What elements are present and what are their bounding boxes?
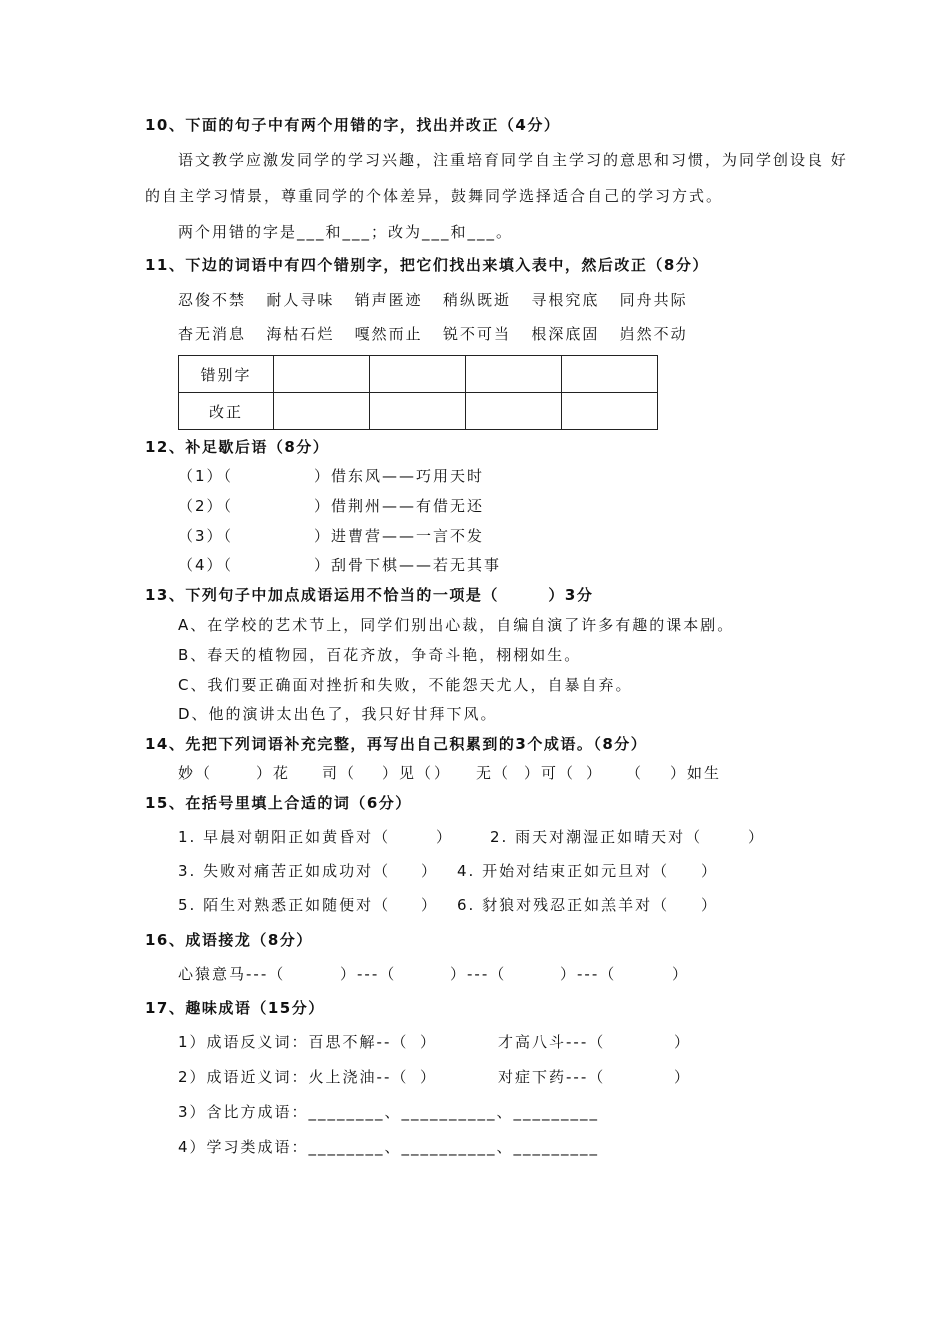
word: 耐人寻味 (266, 291, 335, 309)
answer-cell[interactable] (466, 393, 562, 430)
word: 岿然不动 (619, 325, 688, 343)
q13-option-a: A、在学校的艺术节上，同学们别出心裁，自编自演了许多有趣的课本剧。 (178, 616, 735, 634)
q16-chain-line: 心猿意马---（ ）---（ ）---（ ）---（ ） (178, 965, 690, 983)
table-row (179, 356, 658, 393)
q12-item: （1）（ ）借东风——巧用天时 (178, 467, 485, 485)
word: 杳无消息 (178, 325, 247, 343)
answer-cell[interactable] (370, 356, 466, 393)
q17-metaphor-line: 3）含比方成语：________、__________、_________ (178, 1103, 600, 1121)
word: 寻根究底 (531, 291, 600, 309)
q13-title: 13、下列句子中加点成语运用不恰当的一项是（ ）3分 (145, 586, 594, 604)
answer-cell[interactable] (370, 393, 466, 430)
answer-cell[interactable] (562, 393, 658, 430)
table-label-correct: 改正 (179, 393, 274, 430)
q17-antonym-line: 1）成语反义词：百思不解--（ ） 才高八斗---（ ） (178, 1033, 692, 1051)
q12-title: 12、补足歇后语（8分） (145, 438, 330, 456)
word: 海枯石烂 (266, 325, 335, 343)
word: 根深底固 (531, 325, 600, 343)
q11-word-row1 (178, 290, 688, 310)
q10-text-line2: 的自主学习情景，尊重同学的个体差异，鼓舞同学选择适合自己的学习方式。 (145, 187, 724, 205)
q13-option-d: D、他的演讲太出色了，我只好甘拜下风。 (178, 705, 498, 723)
q13-option-c: C、我们要正确面对挫折和失败，不能怨天尤人，自暴自弃。 (178, 676, 633, 694)
word: 锐不可当 (442, 325, 511, 343)
q11-title: 11、下边的词语中有四个错别字，把它们找出来填入表中，然后改正（8分） (145, 256, 709, 274)
table-row (179, 393, 658, 430)
q14-title: 14、先把下列词语补充完整，再写出自己积累到的3个成语。（8分） (145, 735, 648, 753)
q16-title: 16、成语接龙（8分） (145, 931, 313, 949)
table-label-wrong: 错别字 (179, 356, 274, 393)
q11-answer-table (178, 355, 658, 430)
word: 嘎然而止 (354, 325, 423, 343)
q10-answer-line: 两个用错的字是___和___；改为___和___。 (178, 223, 514, 241)
answer-cell[interactable] (274, 356, 370, 393)
q12-item: （4）（ ）刮骨下棋——若无其事 (178, 556, 502, 574)
q15-pair-row: 1. 早晨对朝阳正如黄昏对（ ） 2. 雨天对潮湿正如晴天对（ ） (178, 828, 766, 846)
q17-title: 17、趣味成语（15分） (145, 999, 325, 1017)
q10-text-line1: 语文教学应激发同学的学习兴趣，注重培育同学自主学习的意思和习惯，为同学创设良 好 (178, 151, 848, 169)
word: 同舟共际 (619, 291, 688, 309)
q17-synonym-line: 2）成语近义词：火上浇油--（ ） 对症下药---（ ） (178, 1068, 692, 1086)
word: 稍纵既逝 (442, 291, 511, 309)
answer-cell[interactable] (274, 393, 370, 430)
word: 忍俊不禁 (178, 291, 247, 309)
q17-study-line: 4）学习类成语：________、__________、_________ (178, 1138, 600, 1156)
q11-word-row2 (178, 324, 688, 344)
q15-pair-row: 3. 失败对痛苦正如成功对（ ） 4. 开始对结束正如元旦对（ ） (178, 862, 719, 880)
word: 销声匿迹 (354, 291, 423, 309)
answer-cell[interactable] (466, 356, 562, 393)
q12-item: （3）（ ）进曹营——一言不发 (178, 527, 485, 545)
q13-option-b: B、春天的植物园，百花齐放，争奇斗艳，栩栩如生。 (178, 646, 582, 664)
answer-cell[interactable] (562, 356, 658, 393)
q15-title: 15、在括号里填上合适的词（6分） (145, 794, 412, 812)
q10-title: 10、下面的句子中有两个用错的字，找出并改正（4分） (145, 116, 561, 134)
q14-fill-line: 妙（ ）花 司（ ）见（） 无（ ）可（ ） （ ）如生 (178, 764, 722, 782)
q15-pair-row: 5. 陌生对熟悉正如随便对（ ） 6. 豺狼对残忍正如羔羊对（ ） (178, 896, 719, 914)
q12-item: （2）（ ）借荆州——有借无还 (178, 497, 485, 515)
